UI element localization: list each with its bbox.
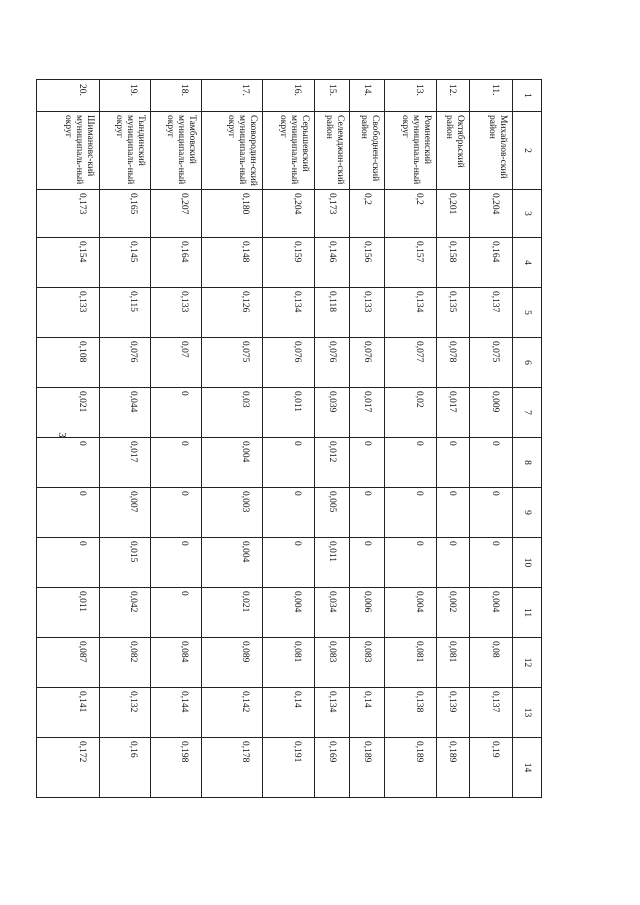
value-cell: 0,077: [385, 338, 437, 388]
value-cell: 0,017: [100, 438, 151, 488]
value-cell: 0,169: [315, 738, 350, 798]
value-cell: 0,004: [385, 588, 437, 638]
value-cell: 0,021: [37, 388, 100, 438]
value-cell: 0,03: [202, 388, 263, 438]
value-cell: 0,134: [315, 688, 350, 738]
value-cell: 0,189: [350, 738, 385, 798]
value-cell: 0,2: [385, 190, 437, 238]
value-cell: 0: [151, 438, 202, 488]
value-cell: 0,021: [202, 588, 263, 638]
page-number: 3: [56, 432, 68, 438]
value-cell: 0,075: [470, 338, 513, 388]
value-cell: 0,003: [202, 488, 263, 538]
value-cell: 0,082: [100, 638, 151, 688]
value-cell: 0,173: [37, 190, 100, 238]
value-cell: 0,087: [37, 638, 100, 688]
table-row: [151, 80, 202, 798]
value-cell: 0,172: [37, 738, 100, 798]
row-number: 18.: [151, 80, 202, 112]
value-cell: 0,158: [437, 238, 470, 288]
header-cell-4: 4: [513, 238, 542, 288]
header-cell-9: 9: [513, 488, 542, 538]
value-cell: 0,14: [350, 688, 385, 738]
value-cell: 0,042: [100, 588, 151, 638]
district-name: Тындинский муниципаль-ный округ: [100, 112, 151, 190]
value-cell: 0,076: [315, 338, 350, 388]
value-cell: 0: [470, 488, 513, 538]
table-row: [437, 80, 470, 798]
value-cell: 0,204: [470, 190, 513, 238]
value-cell: 0,044: [100, 388, 151, 438]
value-cell: 0,108: [37, 338, 100, 388]
value-cell: 0,039: [315, 388, 350, 438]
value-cell: 0,135: [437, 288, 470, 338]
value-cell: 0,142: [202, 688, 263, 738]
value-cell: 0,148: [202, 238, 263, 288]
header-cell-10: 10: [513, 538, 542, 588]
value-cell: 0: [151, 538, 202, 588]
value-cell: 0,07: [151, 338, 202, 388]
value-cell: 0,146: [315, 238, 350, 288]
value-cell: 0,164: [470, 238, 513, 288]
value-cell: 0,009: [470, 388, 513, 438]
table-row: [100, 80, 151, 798]
row-number: 12.: [437, 80, 470, 112]
value-cell: 0,126: [202, 288, 263, 338]
value-cell: 0,204: [263, 190, 315, 238]
header-cell-6: 6: [513, 338, 542, 388]
value-cell: 0,144: [151, 688, 202, 738]
value-cell: 0,006: [350, 588, 385, 638]
value-cell: 0,16: [100, 738, 151, 798]
value-cell: 0: [37, 538, 100, 588]
value-cell: 0: [437, 538, 470, 588]
value-cell: 0: [470, 538, 513, 588]
value-cell: 0,007: [100, 488, 151, 538]
value-cell: 0,081: [263, 638, 315, 688]
value-cell: 0,076: [263, 338, 315, 388]
value-cell: 0,19: [470, 738, 513, 798]
value-cell: 0: [263, 488, 315, 538]
value-cell: 0,134: [263, 288, 315, 338]
table-row: [385, 80, 437, 798]
value-cell: 0,089: [202, 638, 263, 688]
district-name: Шимановс-кий муниципаль-ный округ: [37, 112, 100, 190]
table-row: [315, 80, 350, 798]
value-cell: 0,017: [350, 388, 385, 438]
header-cell-8: 8: [513, 438, 542, 488]
value-cell: 0,164: [151, 238, 202, 288]
value-cell: 0,004: [202, 438, 263, 488]
value-cell: 0,011: [37, 588, 100, 638]
value-cell: 0,005: [315, 488, 350, 538]
value-cell: 0,081: [437, 638, 470, 688]
value-cell: 0,133: [37, 288, 100, 338]
value-cell: 0,011: [315, 538, 350, 588]
value-cell: 0,154: [37, 238, 100, 288]
value-cell: 0,004: [263, 588, 315, 638]
header-cell-3: 3: [513, 190, 542, 238]
district-name: Тамбовский муниципаль-ный округ: [151, 112, 202, 190]
header-cell-14: 14: [513, 738, 542, 798]
district-name: Селемджин-ский район: [315, 112, 350, 190]
value-cell: 0,017: [437, 388, 470, 438]
value-cell: 0: [37, 438, 100, 488]
value-cell: 0: [385, 538, 437, 588]
row-number: 19.: [100, 80, 151, 112]
value-cell: 0,118: [315, 288, 350, 338]
value-cell: 0,078: [437, 338, 470, 388]
value-cell: 0: [437, 438, 470, 488]
value-cell: 0: [385, 488, 437, 538]
header-cell-1: 1: [513, 80, 542, 112]
value-cell: 0,173: [315, 190, 350, 238]
row-number: 16.: [263, 80, 315, 112]
value-cell: 0,145: [100, 238, 151, 288]
value-cell: 0: [37, 488, 100, 538]
value-cell: 0,189: [385, 738, 437, 798]
table-row: [37, 80, 100, 798]
value-cell: 0,157: [385, 238, 437, 288]
value-cell: 0,133: [350, 288, 385, 338]
value-cell: 0,138: [385, 688, 437, 738]
value-cell: 0,178: [202, 738, 263, 798]
value-cell: 0,207: [151, 190, 202, 238]
table-row: [263, 80, 315, 798]
value-cell: 0,159: [263, 238, 315, 288]
value-cell: 0,156: [350, 238, 385, 288]
district-name: Серышевский муниципаль-ный округ: [263, 112, 315, 190]
value-cell: 0,191: [263, 738, 315, 798]
value-cell: 0,134: [385, 288, 437, 338]
value-cell: 0: [151, 588, 202, 638]
row-number: 15.: [315, 80, 350, 112]
rotated-table-wrapper: [63, 79, 542, 797]
header-row: [513, 80, 542, 798]
value-cell: 0: [385, 438, 437, 488]
value-cell: 0: [437, 488, 470, 538]
value-cell: 0: [263, 538, 315, 588]
value-cell: 0,165: [100, 190, 151, 238]
value-cell: 0,115: [100, 288, 151, 338]
value-cell: 0: [151, 388, 202, 438]
value-cell: 0,132: [100, 688, 151, 738]
value-cell: 0,133: [151, 288, 202, 338]
value-cell: 0,083: [350, 638, 385, 688]
value-cell: 0: [470, 438, 513, 488]
header-cell-5: 5: [513, 288, 542, 338]
value-cell: 0: [151, 488, 202, 538]
value-cell: 0,02: [385, 388, 437, 438]
value-cell: 0,137: [470, 288, 513, 338]
value-cell: 0,034: [315, 588, 350, 638]
value-cell: 0,137: [470, 688, 513, 738]
value-cell: 0,076: [350, 338, 385, 388]
district-name: Сковородин-ский муниципаль-ный округ: [202, 112, 263, 190]
value-cell: 0,198: [151, 738, 202, 798]
value-cell: 0: [350, 488, 385, 538]
value-cell: 0,2: [350, 190, 385, 238]
row-number: 13.: [385, 80, 437, 112]
value-cell: 0,004: [202, 538, 263, 588]
value-cell: 0,189: [437, 738, 470, 798]
value-cell: 0,084: [151, 638, 202, 688]
value-cell: 0,004: [470, 588, 513, 638]
row-number: 11.: [470, 80, 513, 112]
value-cell: 0: [350, 538, 385, 588]
coefficients-table: [36, 79, 542, 798]
header-cell-11: 11: [513, 588, 542, 638]
value-cell: 0,14: [263, 688, 315, 738]
district-name: Михайлов-ский район: [470, 112, 513, 190]
value-cell: 0,012: [315, 438, 350, 488]
value-cell: 0,180: [202, 190, 263, 238]
value-cell: 0,083: [315, 638, 350, 688]
district-name: Ромненский муниципаль-ный округ: [385, 112, 437, 190]
value-cell: 0,075: [202, 338, 263, 388]
district-name: Свободнен-ский район: [350, 112, 385, 190]
value-cell: 0,201: [437, 190, 470, 238]
header-cell-7: 7: [513, 388, 542, 438]
value-cell: 0,139: [437, 688, 470, 738]
value-cell: 0,015: [100, 538, 151, 588]
value-cell: 0,08: [470, 638, 513, 688]
table-body: [37, 80, 542, 798]
value-cell: 0,081: [385, 638, 437, 688]
table-row: [350, 80, 385, 798]
value-cell: 0,141: [37, 688, 100, 738]
row-number: 17.: [202, 80, 263, 112]
header-cell-13: 13: [513, 688, 542, 738]
value-cell: 0: [350, 438, 385, 488]
value-cell: 0: [263, 438, 315, 488]
district-name: Октябрьский район: [437, 112, 470, 190]
row-number: 20.: [37, 80, 100, 112]
table-row: [202, 80, 263, 798]
header-cell-12: 12: [513, 638, 542, 688]
row-number: 14.: [350, 80, 385, 112]
header-cell-2: 2: [513, 112, 542, 190]
value-cell: 0,002: [437, 588, 470, 638]
value-cell: 0,011: [263, 388, 315, 438]
table-row: [470, 80, 513, 798]
value-cell: 0,076: [100, 338, 151, 388]
